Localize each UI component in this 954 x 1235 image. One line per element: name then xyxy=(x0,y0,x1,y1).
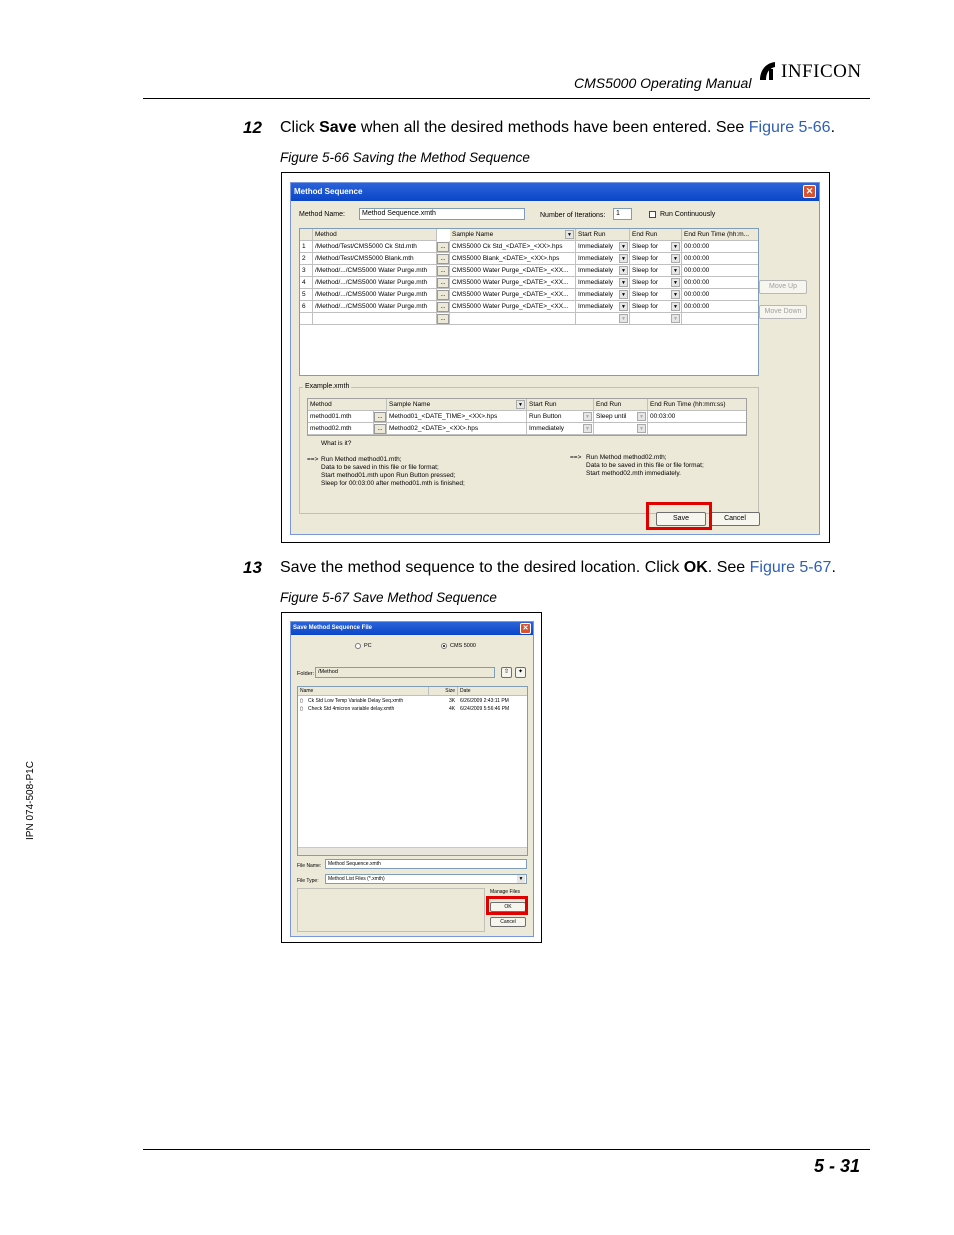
browse-button[interactable]: ... xyxy=(437,302,449,312)
folder-up-icon[interactable]: ⇧ xyxy=(501,667,512,678)
save-highlight-box xyxy=(646,502,712,530)
browse-button[interactable]: ... xyxy=(437,254,449,264)
col-date[interactable]: Date xyxy=(458,687,528,696)
example-col-start-run: Start Run xyxy=(527,399,594,411)
browse-button: ... xyxy=(374,424,386,434)
save-file-titlebar xyxy=(291,622,533,635)
manage-files-label[interactable]: Manage Files xyxy=(490,889,521,895)
col-sample-name[interactable]: Sample Name ▼ xyxy=(450,229,576,241)
sequence-row[interactable]: 2 /Method/Test/CMS5000 Blank.mth ... CMS5000 Blank_<DATE>_<XX>.hps Immediately ▼ Sleep for ▼ 00:00:00 xyxy=(300,253,758,265)
row-end-run-time[interactable]: 00:00:00 xyxy=(682,301,759,313)
dropdown-arrow-icon[interactable]: ▼ xyxy=(619,290,628,299)
ok-button[interactable]: OK xyxy=(490,902,526,912)
browse-button: ... xyxy=(374,412,386,422)
dropdown-arrow-icon[interactable]: ▼ xyxy=(619,254,628,263)
example-title: Example.xmth xyxy=(305,383,350,390)
inficon-logo xyxy=(758,58,873,84)
cancel-button[interactable]: Cancel xyxy=(490,917,526,927)
row-end-run[interactable]: Sleep for ▼ xyxy=(630,253,682,265)
row-start-run[interactable]: Immediately ▼ xyxy=(576,289,630,301)
file-type-select[interactable]: Method List Files (*.xmth) ▼ xyxy=(325,874,527,884)
move-down-button[interactable]: Move Down xyxy=(759,305,807,319)
desc-left-1: Run Method method01.mth; xyxy=(321,456,402,463)
row-sample-name[interactable]: CMS5000 Water Purge_<DATE>_<XX... xyxy=(450,277,576,289)
dropdown-arrow-icon[interactable]: ▼ xyxy=(671,242,680,251)
manual-title: CMS5000 Operating Manual xyxy=(574,75,752,91)
row-method[interactable]: /Method/Test/CMS5000 Blank.mth xyxy=(313,253,437,265)
dropdown-arrow-icon: ▼ xyxy=(637,424,646,433)
example-row: method01.mth ... Method01_<DATE_TIME>_<XX>.hps Run Button ▼ Sleep until ▼ 00:03:00 xyxy=(308,411,746,423)
figure-5-66 xyxy=(281,172,830,543)
dropdown-arrow-icon[interactable]: ▼ xyxy=(671,290,680,299)
step-number-12: 12 xyxy=(243,118,262,137)
document-code: IPN 074-508-P1C xyxy=(25,761,36,840)
file-row[interactable]: ▯ Ck Std Low Temp Variable Delay Seq.xmth 3K 6/26/2009 2:43:11 PM xyxy=(300,698,509,704)
iterations-label: Number of Iterations: xyxy=(540,212,606,219)
sequence-row-empty[interactable] xyxy=(300,313,758,325)
row-end-run-time[interactable]: 00:00:00 xyxy=(682,241,759,253)
desc-right-2: Data to be saved in this file or file format; xyxy=(586,462,704,469)
desc-left-3: Start method01.mth upon Run Button pressed; xyxy=(321,472,456,479)
radio-pc[interactable] xyxy=(355,643,361,649)
row-end-run[interactable]: Sleep for ▼ xyxy=(630,289,682,301)
desc-right-3: Start method02.mth immediately. xyxy=(586,470,681,477)
save-dialog-title: Save Method Sequence File xyxy=(293,625,373,631)
step-number-13: 13 xyxy=(243,558,262,577)
row-start-run[interactable]: Immediately ▼ xyxy=(576,241,630,253)
dropdown-arrow-icon[interactable]: ▼ xyxy=(619,278,628,287)
example-grid xyxy=(307,398,747,436)
figure-5-67 xyxy=(281,612,542,943)
desc-left-2: Data to be saved in this file or file format; xyxy=(321,464,439,471)
save-file-window xyxy=(290,621,534,937)
dropdown-arrow-icon[interactable]: ▼ xyxy=(619,314,628,323)
row-end-run-time[interactable]: 00:00:00 xyxy=(682,253,759,265)
browse-button[interactable]: ... xyxy=(437,278,449,288)
dropdown-arrow-icon: ▼ xyxy=(583,424,592,433)
row-start-run[interactable]: Immediately ▼ xyxy=(576,265,630,277)
folder-label: Folder: xyxy=(297,671,315,677)
row-end-run-time[interactable]: 00:00:00 xyxy=(682,289,759,301)
close-icon[interactable]: ✕ xyxy=(803,185,816,198)
row-method[interactable]: /Method/.../CMS5000 Water Purge.mth xyxy=(313,277,437,289)
close-icon[interactable]: ✕ xyxy=(520,623,531,634)
browse-button[interactable]: ... xyxy=(437,314,449,324)
row-method[interactable]: /Method/Test/CMS5000 Ck Std.mth xyxy=(313,241,437,253)
sequence-row[interactable]: 4 /Method/.../CMS5000 Water Purge.mth ... CMS5000 Water Purge_<DATE>_<XX... Immediately ▼ Sleep for ▼ 00:00:00 xyxy=(300,277,758,289)
dropdown-arrow-icon[interactable]: ▼ xyxy=(671,266,680,275)
sequence-grid xyxy=(299,228,759,376)
file-name-field[interactable]: Method Sequence.xmth xyxy=(325,859,527,869)
desc-right-1: Run Method method02.mth; xyxy=(586,454,667,461)
dropdown-arrow-icon[interactable]: ▼ xyxy=(671,254,680,263)
col-size[interactable]: Size xyxy=(429,687,458,696)
arrow-left: ==> xyxy=(307,456,319,463)
sequence-grid-header xyxy=(300,229,758,241)
file-list-header xyxy=(298,687,527,696)
method-name-label: Method Name: xyxy=(299,211,345,218)
step-13-text: Save the method sequence to the desired location. Click OK. See Figure 5-67. xyxy=(280,559,836,576)
dropdown-arrow-icon: ▼ xyxy=(583,412,592,421)
row-sample-name[interactable]: CMS5000 Blank_<DATE>_<XX>.hps xyxy=(450,253,576,265)
logo-text: INFICON xyxy=(781,61,862,82)
method-sequence-window xyxy=(290,182,820,535)
radio-pc-label: PC xyxy=(364,643,372,649)
cancel-button[interactable]: Cancel xyxy=(710,512,760,526)
method-name-field[interactable]: Method Sequence.xmth xyxy=(359,208,525,220)
file-icon: ▯ xyxy=(300,698,303,704)
browse-button[interactable]: ... xyxy=(437,266,449,276)
sequence-row[interactable]: 1 /Method/Test/CMS5000 Ck Std.mth ... CMS5000 Ck Std_<DATE>_<XX>.hps Immediately ▼ Sleep for ▼ 00:00:00 xyxy=(300,241,758,253)
example-col-method: Method xyxy=(308,399,387,411)
folder-field[interactable]: /Method xyxy=(315,667,495,678)
row-end-run[interactable]: Sleep for ▼ xyxy=(630,265,682,277)
dropdown-arrow-icon[interactable]: ▼ xyxy=(671,278,680,287)
dropdown-arrow-icon: ▼ xyxy=(516,400,525,409)
col-method[interactable]: Method xyxy=(313,229,437,241)
ok-highlight-box xyxy=(486,896,528,915)
row-end-run[interactable]: Sleep for ▼ xyxy=(630,301,682,313)
dropdown-arrow-icon[interactable]: ▼ xyxy=(671,314,680,323)
desc-left-4: Sleep for 00:03:00 after method01.mth is finished; xyxy=(321,480,465,487)
example-col-end-run-time: End Run Time (hh:mm:ss) xyxy=(648,399,747,411)
file-list xyxy=(297,686,528,856)
radio-cms5000-label: CMS 5000 xyxy=(450,643,476,649)
page-number: 5 - 31 xyxy=(814,1156,861,1176)
footer-rule xyxy=(143,1149,870,1150)
row-end-run[interactable]: Sleep for ▼ xyxy=(630,277,682,289)
run-continuously-label: Run Continuously xyxy=(660,211,716,218)
sort-dropdown-icon[interactable]: ▼ xyxy=(565,230,574,239)
sequence-row[interactable]: 6 /Method/.../CMS5000 Water Purge.mth ... CMS5000 Water Purge_<DATE>_<XX... Immediately ▼ Sleep for ▼ 00:00:00 xyxy=(300,301,758,313)
row-method[interactable]: /Method/.../CMS5000 Water Purge.mth xyxy=(313,289,437,301)
figure-5-66-link[interactable]: Figure 5-66 xyxy=(748,119,831,136)
row-sample-name[interactable]: CMS5000 Water Purge_<DATE>_<XX... xyxy=(450,289,576,301)
row-start-run[interactable]: Immediately ▼ xyxy=(576,253,630,265)
sequence-row[interactable]: 3 /Method/.../CMS5000 Water Purge.mth ... CMS5000 Water Purge_<DATE>_<XX... Immediately ▼ Sleep for ▼ 00:00:00 xyxy=(300,265,758,277)
col-end-run[interactable]: End Run xyxy=(630,229,682,241)
row-end-run-time[interactable]: 00:00:00 xyxy=(682,265,759,277)
move-up-button[interactable]: Move Up xyxy=(759,280,807,294)
radio-cms5000[interactable] xyxy=(441,643,447,649)
figure-5-67-caption: Figure 5-67 Save Method Sequence xyxy=(280,590,497,605)
dropdown-arrow-icon[interactable]: ▼ xyxy=(671,302,680,311)
dropdown-arrow-icon: ▼ xyxy=(637,412,646,421)
file-icon: ▯ xyxy=(300,706,303,712)
dropdown-arrow-icon[interactable]: ▼ xyxy=(619,242,628,251)
iterations-field[interactable]: 1 xyxy=(613,208,632,220)
figure-5-66-caption: Figure 5-66 Saving the Method Sequence xyxy=(280,150,530,165)
run-continuously-checkbox[interactable] xyxy=(649,211,656,218)
file-name-label: File Name: xyxy=(297,863,322,869)
header-rule xyxy=(143,98,870,99)
row-sample-name[interactable]: CMS5000 Water Purge_<DATE>_<XX... xyxy=(450,301,576,313)
col-name[interactable]: Name xyxy=(298,687,429,696)
sequence-row[interactable]: 5 /Method/.../CMS5000 Water Purge.mth ... CMS5000 Water Purge_<DATE>_<XX... Immediately ▼ Sleep for ▼ 00:00:00 xyxy=(300,289,758,301)
window-title: Method Sequence xyxy=(294,187,363,196)
dropdown-arrow-icon[interactable]: ▼ xyxy=(619,302,628,311)
col-start-run[interactable]: Start Run xyxy=(576,229,630,241)
chevron-down-icon[interactable]: ▼ xyxy=(518,876,524,882)
row-sample-name[interactable]: CMS5000 Ck Std_<DATE>_<XX>.hps xyxy=(450,241,576,253)
what-is-it-label: What is it? xyxy=(321,440,352,447)
row-method[interactable]: /Method/.../CMS5000 Water Purge.mth xyxy=(313,265,437,277)
example-row: method02.mth ... Method02_<DATE>_<XX>.hps Immediately ▼ ▼ xyxy=(308,423,746,435)
save-button[interactable]: Save xyxy=(656,512,706,526)
example-col-sample-name: Sample Name ▼ xyxy=(387,399,527,411)
figure-5-67-link[interactable]: Figure 5-67 xyxy=(749,559,832,576)
method-sequence-titlebar xyxy=(291,183,819,201)
file-row[interactable]: ▯ Check Std 4micron variable delay.xmth 4K 6/24/2009 5:56:46 PM xyxy=(300,706,510,712)
file-type-label: File Type: xyxy=(297,878,319,884)
col-end-run-time[interactable]: End Run Time (hh:m... xyxy=(682,229,759,241)
row-sample-name[interactable]: CMS5000 Water Purge_<DATE>_<XX... xyxy=(450,265,576,277)
dropdown-arrow-icon[interactable]: ▼ xyxy=(619,266,628,275)
row-method[interactable]: /Method/.../CMS5000 Water Purge.mth xyxy=(313,301,437,313)
info-panel xyxy=(297,888,485,932)
browse-button[interactable]: ... xyxy=(437,242,449,252)
arrow-right: ==> xyxy=(570,454,582,461)
row-end-run[interactable]: Sleep for ▼ xyxy=(630,241,682,253)
new-folder-icon[interactable]: ✦ xyxy=(515,667,526,678)
row-end-run-time[interactable]: 00:00:00 xyxy=(682,277,759,289)
row-start-run[interactable]: Immediately ▼ xyxy=(576,301,630,313)
browse-button[interactable]: ... xyxy=(437,290,449,300)
inficon-logo-icon xyxy=(758,60,778,82)
example-col-end-run: End Run xyxy=(594,399,648,411)
row-start-run[interactable]: Immediately ▼ xyxy=(576,277,630,289)
step-12-text: Click Save when all the desired methods have been entered. See Figure 5-66. xyxy=(280,119,836,136)
horizontal-scrollbar[interactable] xyxy=(298,847,527,855)
